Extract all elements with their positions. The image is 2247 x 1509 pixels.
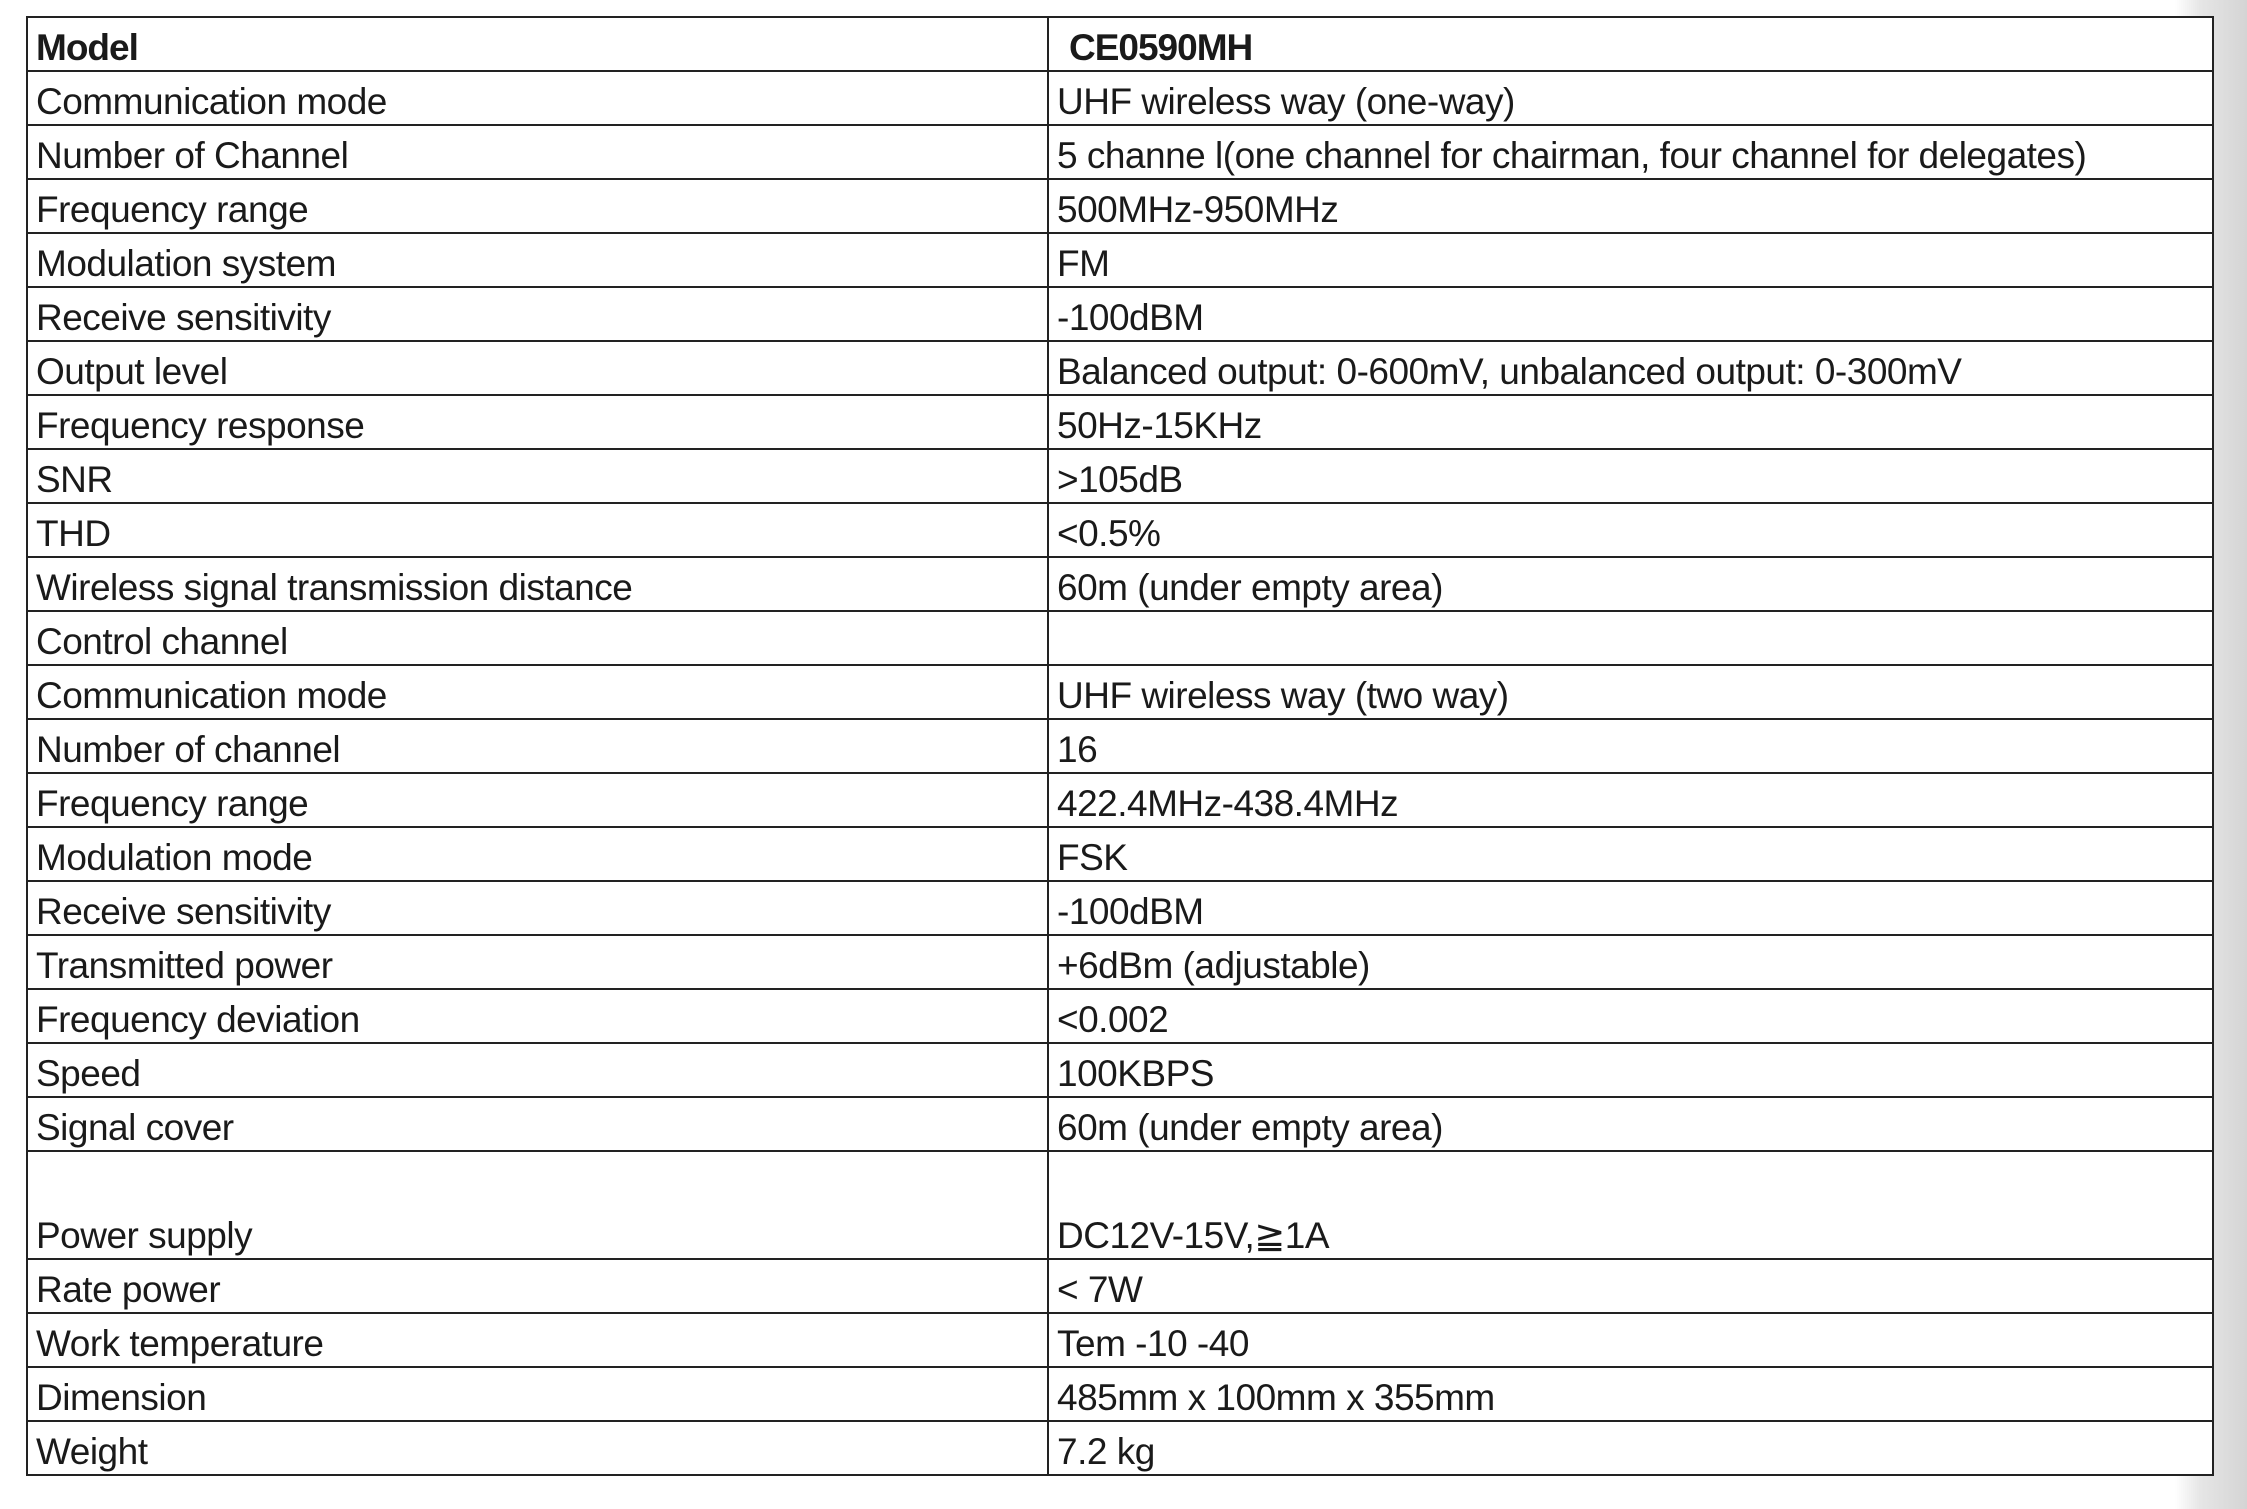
spec-value: Balanced output: 0-600mV, unbalanced output: 0-300mV bbox=[1048, 341, 2213, 395]
spec-value: -100dBM bbox=[1048, 881, 2213, 935]
spec-label: Frequency range bbox=[27, 179, 1048, 233]
spec-label: Dimension bbox=[27, 1367, 1048, 1421]
spec-label: Frequency range bbox=[27, 773, 1048, 827]
spec-value: -100dBM bbox=[1048, 287, 2213, 341]
table-row bbox=[27, 989, 2213, 1043]
table-row bbox=[27, 1259, 2213, 1313]
spec-value: < 7W bbox=[1048, 1259, 2213, 1313]
table-row bbox=[27, 179, 2213, 233]
spec-label: Modulation mode bbox=[27, 827, 1048, 881]
table-row bbox=[27, 1313, 2213, 1367]
spec-label: Transmitted power bbox=[27, 935, 1048, 989]
table-row bbox=[27, 71, 2213, 125]
spec-label: Signal cover bbox=[27, 1097, 1048, 1151]
table-header-row bbox=[27, 17, 2213, 71]
table-row bbox=[27, 1367, 2213, 1421]
spec-value: 422.4MHz-438.4MHz bbox=[1048, 773, 2213, 827]
spec-value: 485mm x 100mm x 355mm bbox=[1048, 1367, 2213, 1421]
spec-label: Work temperature bbox=[27, 1313, 1048, 1367]
spec-label: Communication mode bbox=[27, 71, 1048, 125]
spec-label: Receive sensitivity bbox=[27, 287, 1048, 341]
spec-label: Power supply bbox=[27, 1151, 1048, 1259]
spec-value: 16 bbox=[1048, 719, 2213, 773]
spec-value: 60m (under empty area) bbox=[1048, 557, 2213, 611]
table-row bbox=[27, 125, 2213, 179]
table-row bbox=[27, 1421, 2213, 1475]
spec-label: Control channel bbox=[27, 611, 1048, 665]
spec-value: FM bbox=[1048, 233, 2213, 287]
table-row bbox=[27, 827, 2213, 881]
table-row bbox=[27, 395, 2213, 449]
spec-label: SNR bbox=[27, 449, 1048, 503]
spec-value: Tem -10 -40 bbox=[1048, 1313, 2213, 1367]
spec-value: 100KBPS bbox=[1048, 1043, 2213, 1097]
table-row bbox=[27, 1097, 2213, 1151]
spec-label: Number of Channel bbox=[27, 125, 1048, 179]
spec-label: Wireless signal transmission distance bbox=[27, 557, 1048, 611]
spec-label: Output level bbox=[27, 341, 1048, 395]
spec-value: 5 channe l(one channel for chairman, four channel for delegates) bbox=[1048, 125, 2213, 179]
spec-value: DC12V-15V,≧1A bbox=[1048, 1151, 2213, 1259]
table-row bbox=[27, 557, 2213, 611]
spec-label: Number of channel bbox=[27, 719, 1048, 773]
spec-value: >105dB bbox=[1048, 449, 2213, 503]
spec-value: 7.2 kg bbox=[1048, 1421, 2213, 1475]
spec-value: FSK bbox=[1048, 827, 2213, 881]
spec-label: Speed bbox=[27, 1043, 1048, 1097]
table-row bbox=[27, 611, 2213, 665]
spec-value: UHF wireless way (two way) bbox=[1048, 665, 2213, 719]
spec-label: Modulation system bbox=[27, 233, 1048, 287]
spec-value: +6dBm (adjustable) bbox=[1048, 935, 2213, 989]
table-row bbox=[27, 1043, 2213, 1097]
spec-label: THD bbox=[27, 503, 1048, 557]
specification-table bbox=[26, 16, 2214, 1476]
spec-value: 500MHz-950MHz bbox=[1048, 179, 2213, 233]
spec-value: UHF wireless way (one-way) bbox=[1048, 71, 2213, 125]
table-row bbox=[27, 719, 2213, 773]
model-value-cell: CE0590MH bbox=[1048, 17, 2213, 71]
spec-label: Weight bbox=[27, 1421, 1048, 1475]
table-row bbox=[27, 341, 2213, 395]
table-row bbox=[27, 665, 2213, 719]
spec-value: <0.5% bbox=[1048, 503, 2213, 557]
spec-label: Communication mode bbox=[27, 665, 1048, 719]
table-row bbox=[27, 881, 2213, 935]
spec-label: Frequency deviation bbox=[27, 989, 1048, 1043]
spec-label: Frequency response bbox=[27, 395, 1048, 449]
spec-label: Receive sensitivity bbox=[27, 881, 1048, 935]
spec-value: 50Hz-15KHz bbox=[1048, 395, 2213, 449]
model-label-cell: Model bbox=[27, 17, 1048, 71]
table-row bbox=[27, 1151, 2213, 1259]
table-row bbox=[27, 773, 2213, 827]
table-row bbox=[27, 287, 2213, 341]
table-row bbox=[27, 233, 2213, 287]
table-row bbox=[27, 935, 2213, 989]
spec-label: Rate power bbox=[27, 1259, 1048, 1313]
spec-value: 60m (under empty area) bbox=[1048, 1097, 2213, 1151]
spec-value: <0.002 bbox=[1048, 989, 2213, 1043]
table-row bbox=[27, 449, 2213, 503]
table-row bbox=[27, 503, 2213, 557]
spec-value bbox=[1048, 611, 2213, 665]
